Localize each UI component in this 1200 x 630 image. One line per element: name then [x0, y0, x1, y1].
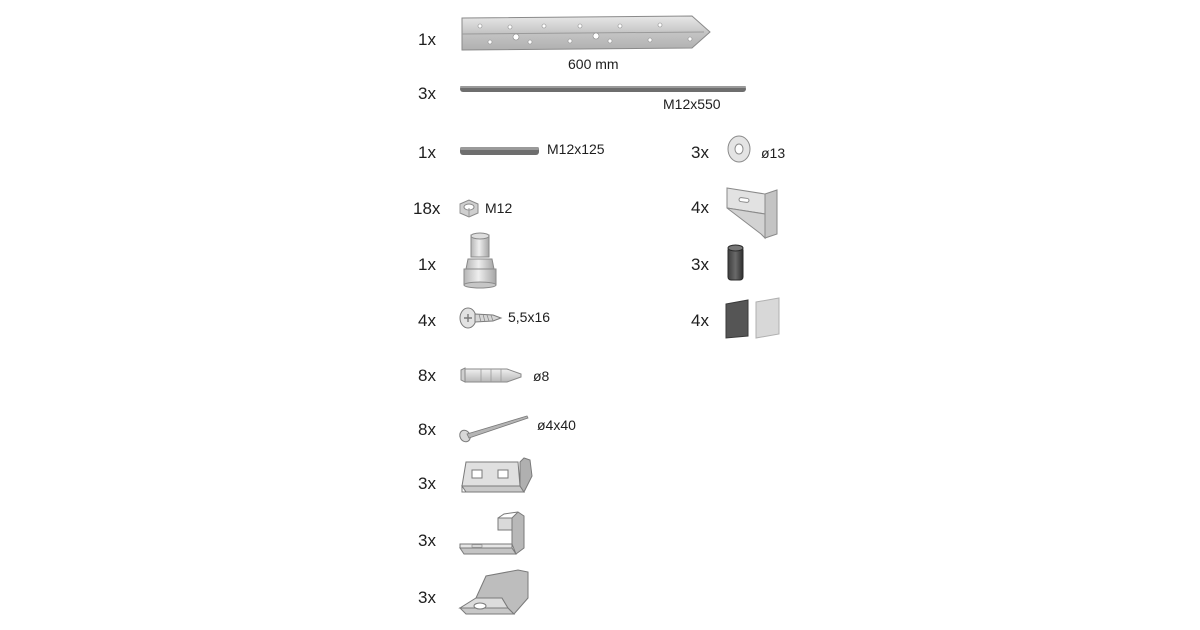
quantity-label: 3x: [418, 84, 436, 103]
spacer-sleeve-icon: [726, 243, 746, 283]
part-label: ø8: [533, 368, 550, 384]
coupling-icon: [460, 233, 498, 289]
nut-icon: [457, 199, 481, 219]
long-threaded-rod-icon: [459, 84, 749, 94]
short-threaded-rod-icon: [459, 145, 541, 157]
pads-icon: [724, 298, 782, 340]
part-label: 5,5x16: [508, 309, 551, 325]
part-label: ø13: [761, 145, 786, 161]
quantity-label: 4x: [418, 311, 436, 330]
quantity-label: 8x: [418, 366, 436, 385]
part-label: M12x125: [547, 141, 605, 157]
quantity-label: 4x: [691, 198, 709, 217]
part-label: M12: [485, 200, 513, 216]
quantity-label: 8x: [418, 420, 436, 439]
bracket-a-icon: [458, 456, 536, 496]
quantity-label: 3x: [691, 143, 709, 162]
quantity-label: 1x: [418, 143, 436, 162]
quantity-label: 4x: [691, 311, 709, 330]
wall-plug-icon: [459, 364, 523, 386]
part-label: M12x550: [663, 96, 721, 112]
part-label: 600 mm: [568, 56, 619, 72]
bracket-c-icon: [458, 568, 534, 616]
quantity-label: 1x: [418, 30, 436, 49]
quantity-label: 3x: [691, 255, 709, 274]
rail-icon: [460, 14, 712, 52]
screw-icon: [459, 305, 503, 331]
quantity-label: 3x: [418, 588, 436, 607]
quantity-label: 18x: [413, 199, 441, 218]
angle-bracket-icon: [725, 184, 781, 240]
bracket-b-icon: [458, 510, 534, 556]
part-label: ø4x40: [537, 417, 576, 433]
quantity-label: 3x: [418, 474, 436, 493]
nail-icon: [457, 412, 531, 444]
washer-icon: [726, 134, 752, 164]
quantity-label: 3x: [418, 531, 436, 550]
quantity-label: 1x: [418, 255, 436, 274]
